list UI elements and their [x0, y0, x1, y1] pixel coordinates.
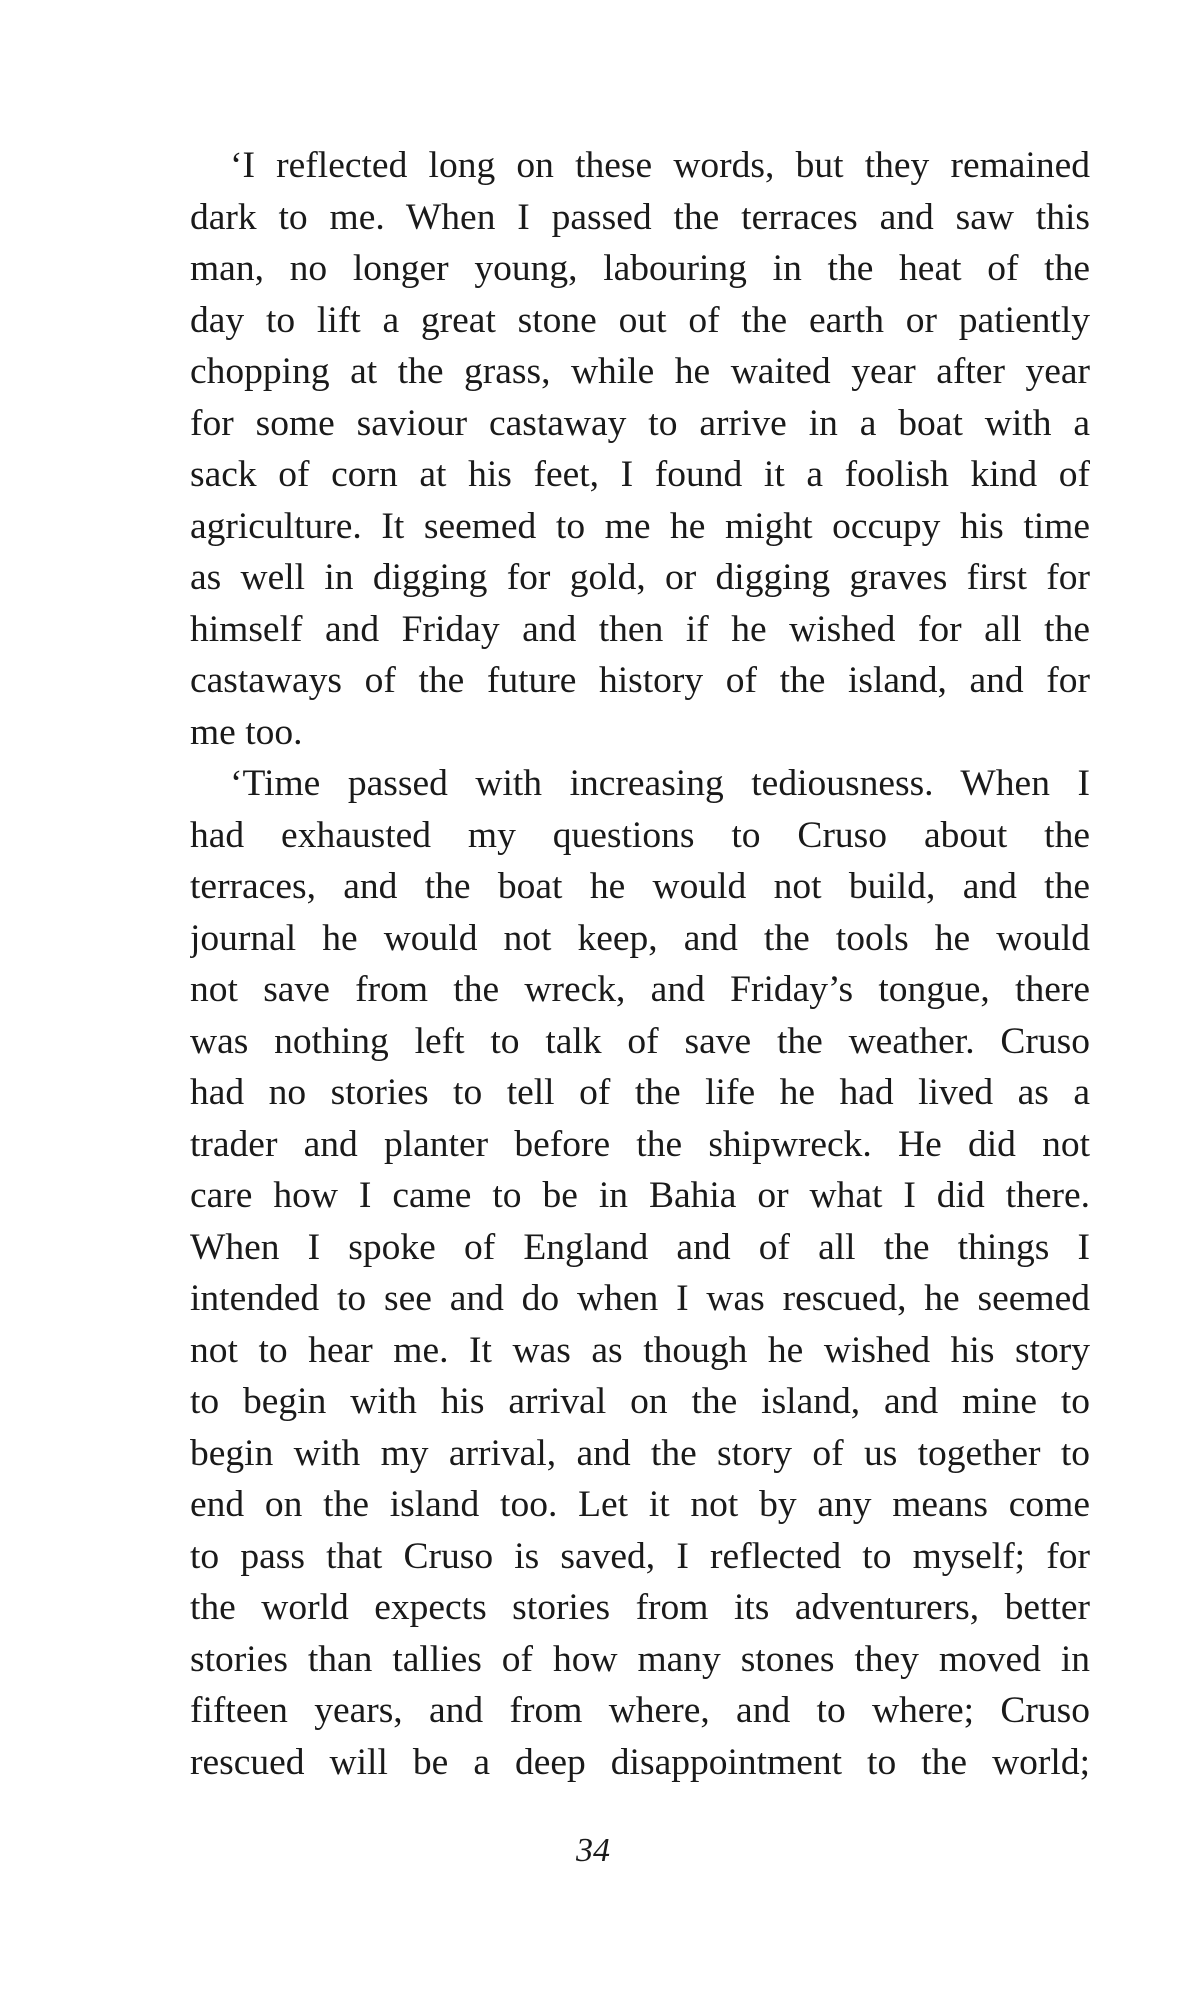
text-line: ‘Time passed with increasing tediousness. When I — [230, 763, 1090, 804]
text-line: had exhausted my questions to Cruso about the — [190, 814, 1090, 856]
text-line: to pass that Cruso is saved, I reflected to myself; for — [190, 1535, 1090, 1577]
paragraph-2 — [190, 758, 1090, 1788]
text-line: journal he would not keep, and the tools he would — [190, 917, 1090, 959]
text-line: me too. — [190, 711, 303, 753]
text-line: ‘I reflected long on these words, but they remained — [230, 145, 1090, 186]
text-line: for some saviour castaway to arrive in a boat with a — [190, 402, 1090, 444]
text-line: chopping at the grass, while he waited year after year — [190, 351, 1090, 392]
text-line: terraces, and the boat he would not build, and the — [190, 866, 1090, 907]
text-line: day to lift a great stone out of the earth or patiently — [190, 299, 1090, 341]
text-line: agriculture. It seemed to me he might occupy his time — [190, 505, 1090, 547]
text-line: end on the island too. Let it not by any means come — [190, 1484, 1090, 1525]
paragraph-1 — [190, 140, 1090, 758]
text-line: not to hear me. It was as though he wished his story — [190, 1329, 1090, 1371]
text-line: trader and planter before the shipwreck. He did not — [190, 1123, 1090, 1165]
text-line: When I spoke of England and of all the things I — [190, 1226, 1090, 1268]
text-line: castaways of the future history of the island, and for — [190, 660, 1090, 701]
text-line: to begin with his arrival on the island, and mine to — [190, 1381, 1090, 1422]
text-line: man, no longer young, labouring in the heat of the — [190, 248, 1090, 289]
text-line: himself and Friday and then if he wished for all the — [190, 608, 1090, 650]
text-line: had no stories to tell of the life he had lived as a — [190, 1072, 1090, 1113]
text-line: sack of corn at his feet, I found it a foolish kind of — [190, 454, 1090, 495]
text-line: rescued will be a deep disappointment to the world; — [190, 1741, 1090, 1783]
text-line: fifteen years, and from where, and to where; Cruso — [190, 1690, 1090, 1731]
text-line: not save from the wreck, and Friday’s tongue, there — [190, 969, 1090, 1010]
page-number: 34 — [576, 1832, 610, 1869]
text-line: begin with my arrival, and the story of us together to — [190, 1432, 1090, 1474]
text-line: as well in digging for gold, or digging graves first for — [190, 557, 1090, 598]
text-line: was nothing left to talk of save the weather. Cruso — [190, 1020, 1090, 1062]
body-text — [190, 140, 1090, 1788]
text-line: intended to see and do when I was rescued, he seemed — [190, 1278, 1090, 1319]
text-line: dark to me. When I passed the terraces and saw this — [190, 196, 1090, 238]
text-line: the world expects stories from its adventurers, better — [190, 1587, 1090, 1628]
text-line: care how I came to be in Bahia or what I did there. — [190, 1175, 1090, 1216]
text-line: stories than tallies of how many stones they moved in — [190, 1638, 1090, 1680]
